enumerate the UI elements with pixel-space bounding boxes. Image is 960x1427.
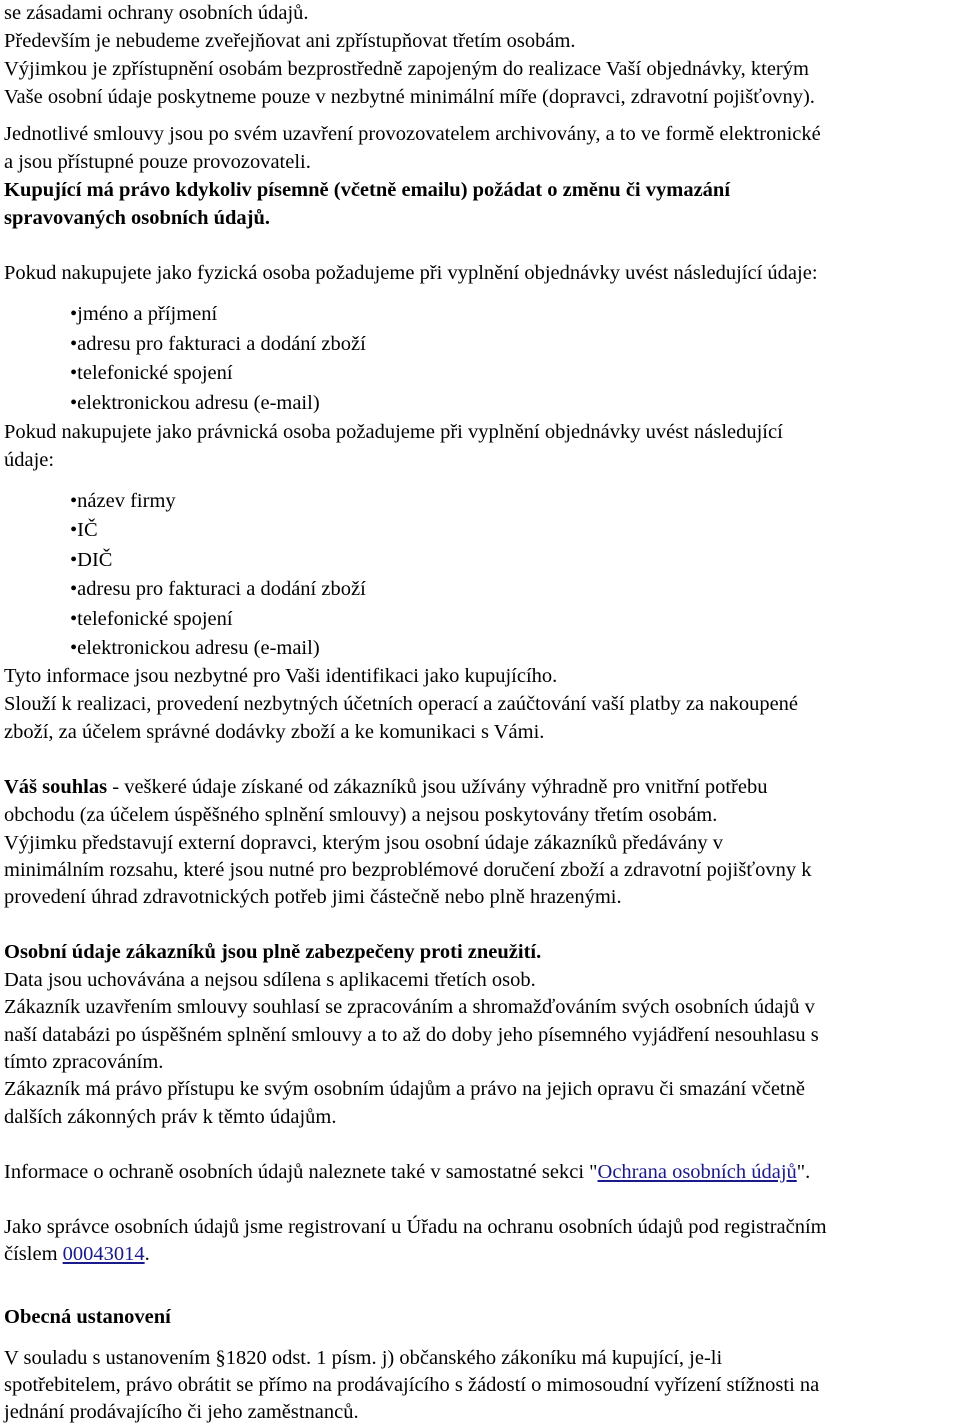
text-line: jednání prodávajícího či jeho zaměstnanců. [4,1401,359,1423]
info-text-end: ". [796,1161,811,1183]
text-line: Zákazník má právo přístupu ke svým osobním údajům a právo na jejich opravu či smazání včetně [4,1078,805,1100]
text-line: naší databázi po úspěšném splnění smlouvy a to až do doby jeho písemného vyjádření nesouhlasu s [4,1024,819,1046]
security-heading: Osobní údaje zákazníků jsou plně zabezpečeny proti zneužití. [4,941,542,963]
text-line: spotřebitelem, právo obrátit se přímo na prodávajícího s žádostí o mimosoudní vyřízení stížnosti na [4,1374,820,1396]
text-line: Především je nebudeme zveřejňovat ani zpřístupňovat třetím osobám. [4,30,576,52]
registration-number-link[interactable]: 00043014 [62,1243,145,1265]
general-heading: Obecná ustanovení [4,1306,171,1328]
text-line: V souladu s ustanovením §1820 odst. 1 písm. j) občanského zákoníku má kupující, je-li [4,1347,723,1369]
text-line: obchodu (za účelem úspěšného splnění smlouvy) a nejsou poskytovány třetím osobám. [4,804,718,826]
registration-text: číslem [4,1243,63,1265]
list-item: •telefonické spojení [70,362,233,384]
list-item: •adresu pro fakturaci a dodání zboží [70,333,366,355]
text-line: a jsou přístupné pouze provozovateli. [4,151,311,173]
registration-line [4,1240,150,1268]
text-line: Jednotlivé smlouvy jsou po svém uzavření provozovatelem archivovány, a to ve formě elektronické [4,123,821,145]
text-line: minimálním rozsahu, které jsou nutné pro bezproblémové doručení zboží a zdravotní pojišťovny k [4,859,812,881]
text-line: Jako správce osobních údajů jsme registrovaní u Úřadu na ochranu osobních údajů pod registračním [4,1216,827,1238]
list-item: •adresu pro fakturaci a dodání zboží [70,578,366,600]
text-line: Výjimkou je zpřístupnění osobám bezprostředně zapojeným do realizace Vaší objednávky, kterým [4,58,809,80]
legal-person-intro: údaje: [4,449,55,471]
text-line: Výjimku představují externí dopravci, kterým jsou osobní údaje zákazníků předávány v [4,832,724,854]
list-item: •DIČ [70,549,113,571]
list-item: •jméno a příjmení [70,303,218,325]
text-line: Slouží k realizaci, provedení nezbytných účetních operací a zaúčtování vaší platby za nakoupené [4,693,799,715]
list-item: •elektronickou adresu (e-mail) [70,637,320,659]
text-line: Data jsou uchovávána a nejsou sdílena s aplikacemi třetích osob. [4,969,536,991]
text-line: Zákazník uzavřením smlouvy souhlasí se zpracováním a shromažďováním svých osobních údajů v [4,996,815,1018]
text-line: se zásadami ochrany osobních údajů. [4,2,309,24]
info-line [4,1158,810,1186]
registration-text-end: . [144,1243,150,1265]
privacy-policy-link[interactable]: Ochrana osobních údajů [597,1161,797,1183]
info-text: Informace o ochraně osobních údajů naleznete také v samostatné sekci " [4,1161,598,1183]
consent-line [4,773,767,801]
list-item: •elektronickou adresu (e-mail) [70,392,320,414]
legal-person-intro: Pokud nakupujete jako právnická osoba požadujeme při vyplnění objednávky uvést následující [4,421,783,443]
bold-statement: Kupující má právo kdykoliv písemně (včetně emailu) požádat o změnu či vymazání [4,179,731,201]
text-line: zboží, za účelem správné dodávky zboží a ke komunikaci s Vámi. [4,721,545,743]
list-item: •název firmy [70,490,176,512]
consent-text: - veškeré údaje získané od zákazníků jsou užívány výhradně pro vnitřní potřebu [107,776,768,798]
physical-person-intro: Pokud nakupujete jako fyzická osoba požadujeme při vyplnění objednávky uvést následující údaje: [4,262,818,284]
bold-statement: spravovaných osobních údajů. [4,207,271,229]
list-item: •IČ [70,519,98,541]
list-item: •telefonické spojení [70,608,233,630]
text-line: dalších zákonných práv k těmto údajům. [4,1106,337,1128]
consent-label: Váš souhlas [4,776,108,798]
text-line: Vaše osobní údaje poskytneme pouze v nezbytné minimální míře (dopravci, zdravotní pojišťovny). [4,86,815,108]
text-line: Tyto informace jsou nezbytné pro Vaši identifikaci jako kupujícího. [4,665,558,687]
text-line: tímto zpracováním. [4,1051,164,1073]
text-line: provedení úhrad zdravotnických potřeb jimi částečně nebo plně hrazenými. [4,886,622,908]
